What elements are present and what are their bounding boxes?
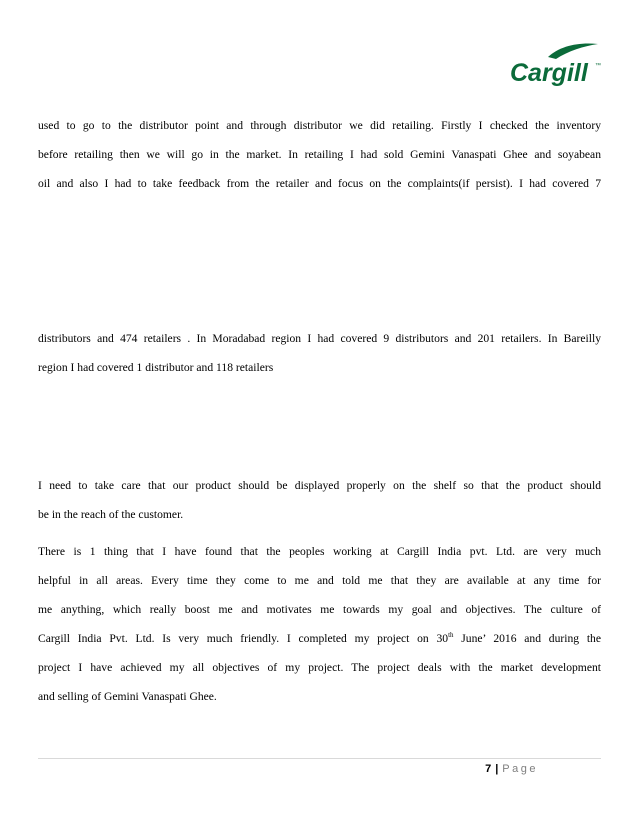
body-text-line: oil and also I had to take feedback from the retailer and focus on the complaints(if persist). I had covered 7 xyxy=(38,177,601,190)
logo-trademark: ™ xyxy=(595,63,601,69)
body-text-line: and selling of Gemini Vanaspati Ghee. xyxy=(38,690,217,703)
body-text-line: helpful in all areas. Every time they come to me and told me that they are available at any time for xyxy=(38,574,601,587)
text-segment: Cargill India Pvt. Ltd. Is very much friendly. I completed my project on 30 xyxy=(38,632,449,645)
logo-wordmark: Cargill xyxy=(510,59,588,87)
ordinal-superscript: th xyxy=(448,631,454,639)
page-footer xyxy=(485,762,538,776)
body-text-line-with-superscript xyxy=(38,632,601,646)
body-text-line: me anything, which really boost me and motivates me towards my goal and objectives. The culture of xyxy=(38,603,601,616)
cargill-logo xyxy=(508,40,604,88)
body-text-line: region I had covered 1 distributor and 118 retailers xyxy=(38,361,274,374)
logo-leaf-icon xyxy=(548,44,598,59)
footer-separator: | xyxy=(495,763,499,775)
body-text-line: be in the reach of the customer. xyxy=(38,508,184,521)
body-text-line: used to go to the distributor point and through distributor we did retailing. Firstly I checked the inventory xyxy=(38,119,601,132)
footer-divider xyxy=(38,758,601,759)
text-segment: June’ 2016 and during the xyxy=(453,632,601,645)
page-label: Page xyxy=(502,763,538,775)
body-text-line: before retailing then we will go in the market. In retailing I had sold Gemini Vanaspati Ghee and soyabean xyxy=(38,148,601,161)
body-text-line: I need to take care that our product should be displayed properly on the shelf so that the product should xyxy=(38,479,601,492)
page-number: 7 xyxy=(485,763,492,775)
body-text-line: project I have achieved my all objectives of my project. The project deals with the market development xyxy=(38,661,601,674)
body-text-line: distributors and 474 retailers . In Moradabad region I had covered 9 distributors and 201 retailers. In Bareilly xyxy=(38,332,601,345)
body-text-line: There is 1 thing that I have found that the peoples working at Cargill India pvt. Ltd. are very much xyxy=(38,545,601,558)
